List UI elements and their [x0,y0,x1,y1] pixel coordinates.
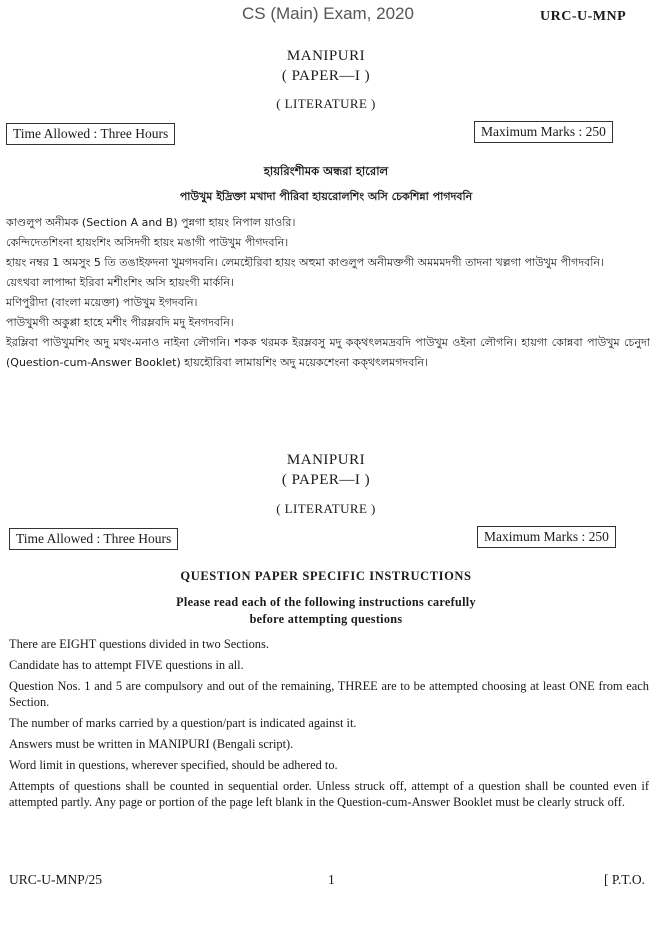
time-allowed-box-bn: Time Allowed : Three Hours [6,123,175,145]
subject-title-bn: MANIPURI [286,48,366,64]
instructions-subheading-bn: পাউখুম ইদ্রিক্তা মখাদা পীরিবা হায়রোলশিং অসি চেকশিন্না পাগদবনি [179,190,473,203]
instruction-en-4: The number of marks carried by a question/part is indicated against it. [9,716,357,730]
instruction-en-5: Answers must be written in MANIPURI (Bengali script). [9,737,294,751]
instructions-subheading-2: before attempting questions [249,612,403,626]
instructions-heading-bn: হায়রিংশীমক অন্ধরা হারোল [263,164,389,178]
instruction-en-7: Attempts of questions shall be counted in sequential order. Unless struck off, attempt of a question shall be counted even if attempted partly. Any page or portion of the page left blank in the Question-cum-Answer Booklet must be clearly struck off. [9,779,649,809]
instructions-subheading-1: Please read each of the following instructions carefully [176,595,476,609]
instruction-en-1: There are EIGHT questions divided in two Sections. [9,637,269,651]
instruction-bn-4: য়েৎথবা লাপাদ্দা ইরিবা মশীংশিং অসি হায়ংগী মার্কনি। [6,276,234,289]
instruction-en-6: Word limit in questions, wherever specified, should be adhered to. [9,758,338,772]
category-label-bn: ( LITERATURE ) [276,96,376,111]
paper-code: URC-U-MNP [540,9,627,24]
instructions-heading-en: QUESTION PAPER SPECIFIC INSTRUCTIONS [180,569,472,583]
instruction-bn-7: ইরম্লিবা পাউখুমশিং অদু মথং-মনাও নাইনা লৌগনি। শকক থরমক ইরম্লবসু মদু কক্থৎলমদ্রবদি পাউখুম ওইনা লৌগনি। হায়গা কোন্নবা পাউখুম চেনুদা (Question-cum-Answer Booklet) হায়হৌরিবা লামায়শিং অদু ময়েকশেংনা কক্থৎলমগদবনি। [6,336,650,369]
footer-code: URC-U-MNP/25 [9,872,103,887]
paper-label-bn: ( PAPER—I ) [281,68,371,84]
instruction-bn-2: কেন্দিদেতশিংনা হায়ংশিং অসিদগী হায়ং মঙাগী পাউখুম পীগদবনি। [6,236,289,249]
instruction-bn-3: হায়ং নম্বর 1 অমসুং 5 তি তঙাইফদনা খুমগদবনি। লেমহৌরিবা হায়ং অহুমা কাণ্ডলুপ অনীমক্তগী অমমমদগী তাদনা খল্লগা পাউখুম পীগদবনি। [6,256,604,269]
category-label-en: ( LITERATURE ) [276,501,376,516]
instruction-en-2: Candidate has to attempt FIVE questions in all. [9,658,244,672]
instruction-bn-6: পাউখুমগী অকুপ্পা হাহে মশীং পীরম্লবদি মদু ইনগদবনি। [6,316,234,329]
page-number: 1 [328,872,335,887]
time-allowed-box-en: Time Allowed : Three Hours [9,528,178,550]
instruction-bn-5: মণিপুরীদা (বাংলা ময়েক্তা) পাউখুম ইগদবনি। [6,296,198,309]
instructions-list-en [9,636,649,810]
subject-title-en: MANIPURI [286,452,366,468]
max-marks-box-en: Maximum Marks : 250 [477,526,616,548]
instruction-en-3: Question Nos. 1 and 5 are compulsory and out of the remaining, THREE are to be attempted choosing at least ONE from each Section. [9,679,649,709]
instruction-bn-1: কাণ্ডলুপ অনীমক (Section A and B) পুন্নগা হায়ং নিপাল য়াওরি। [6,216,296,229]
max-marks-box-bn: Maximum Marks : 250 [474,121,613,143]
paper-label-en: ( PAPER—I ) [281,472,371,488]
pto-label: [ P.T.O. [604,872,646,887]
exam-title: CS (Main) Exam, 2020 [242,4,414,23]
instructions-list-bn [6,213,650,373]
